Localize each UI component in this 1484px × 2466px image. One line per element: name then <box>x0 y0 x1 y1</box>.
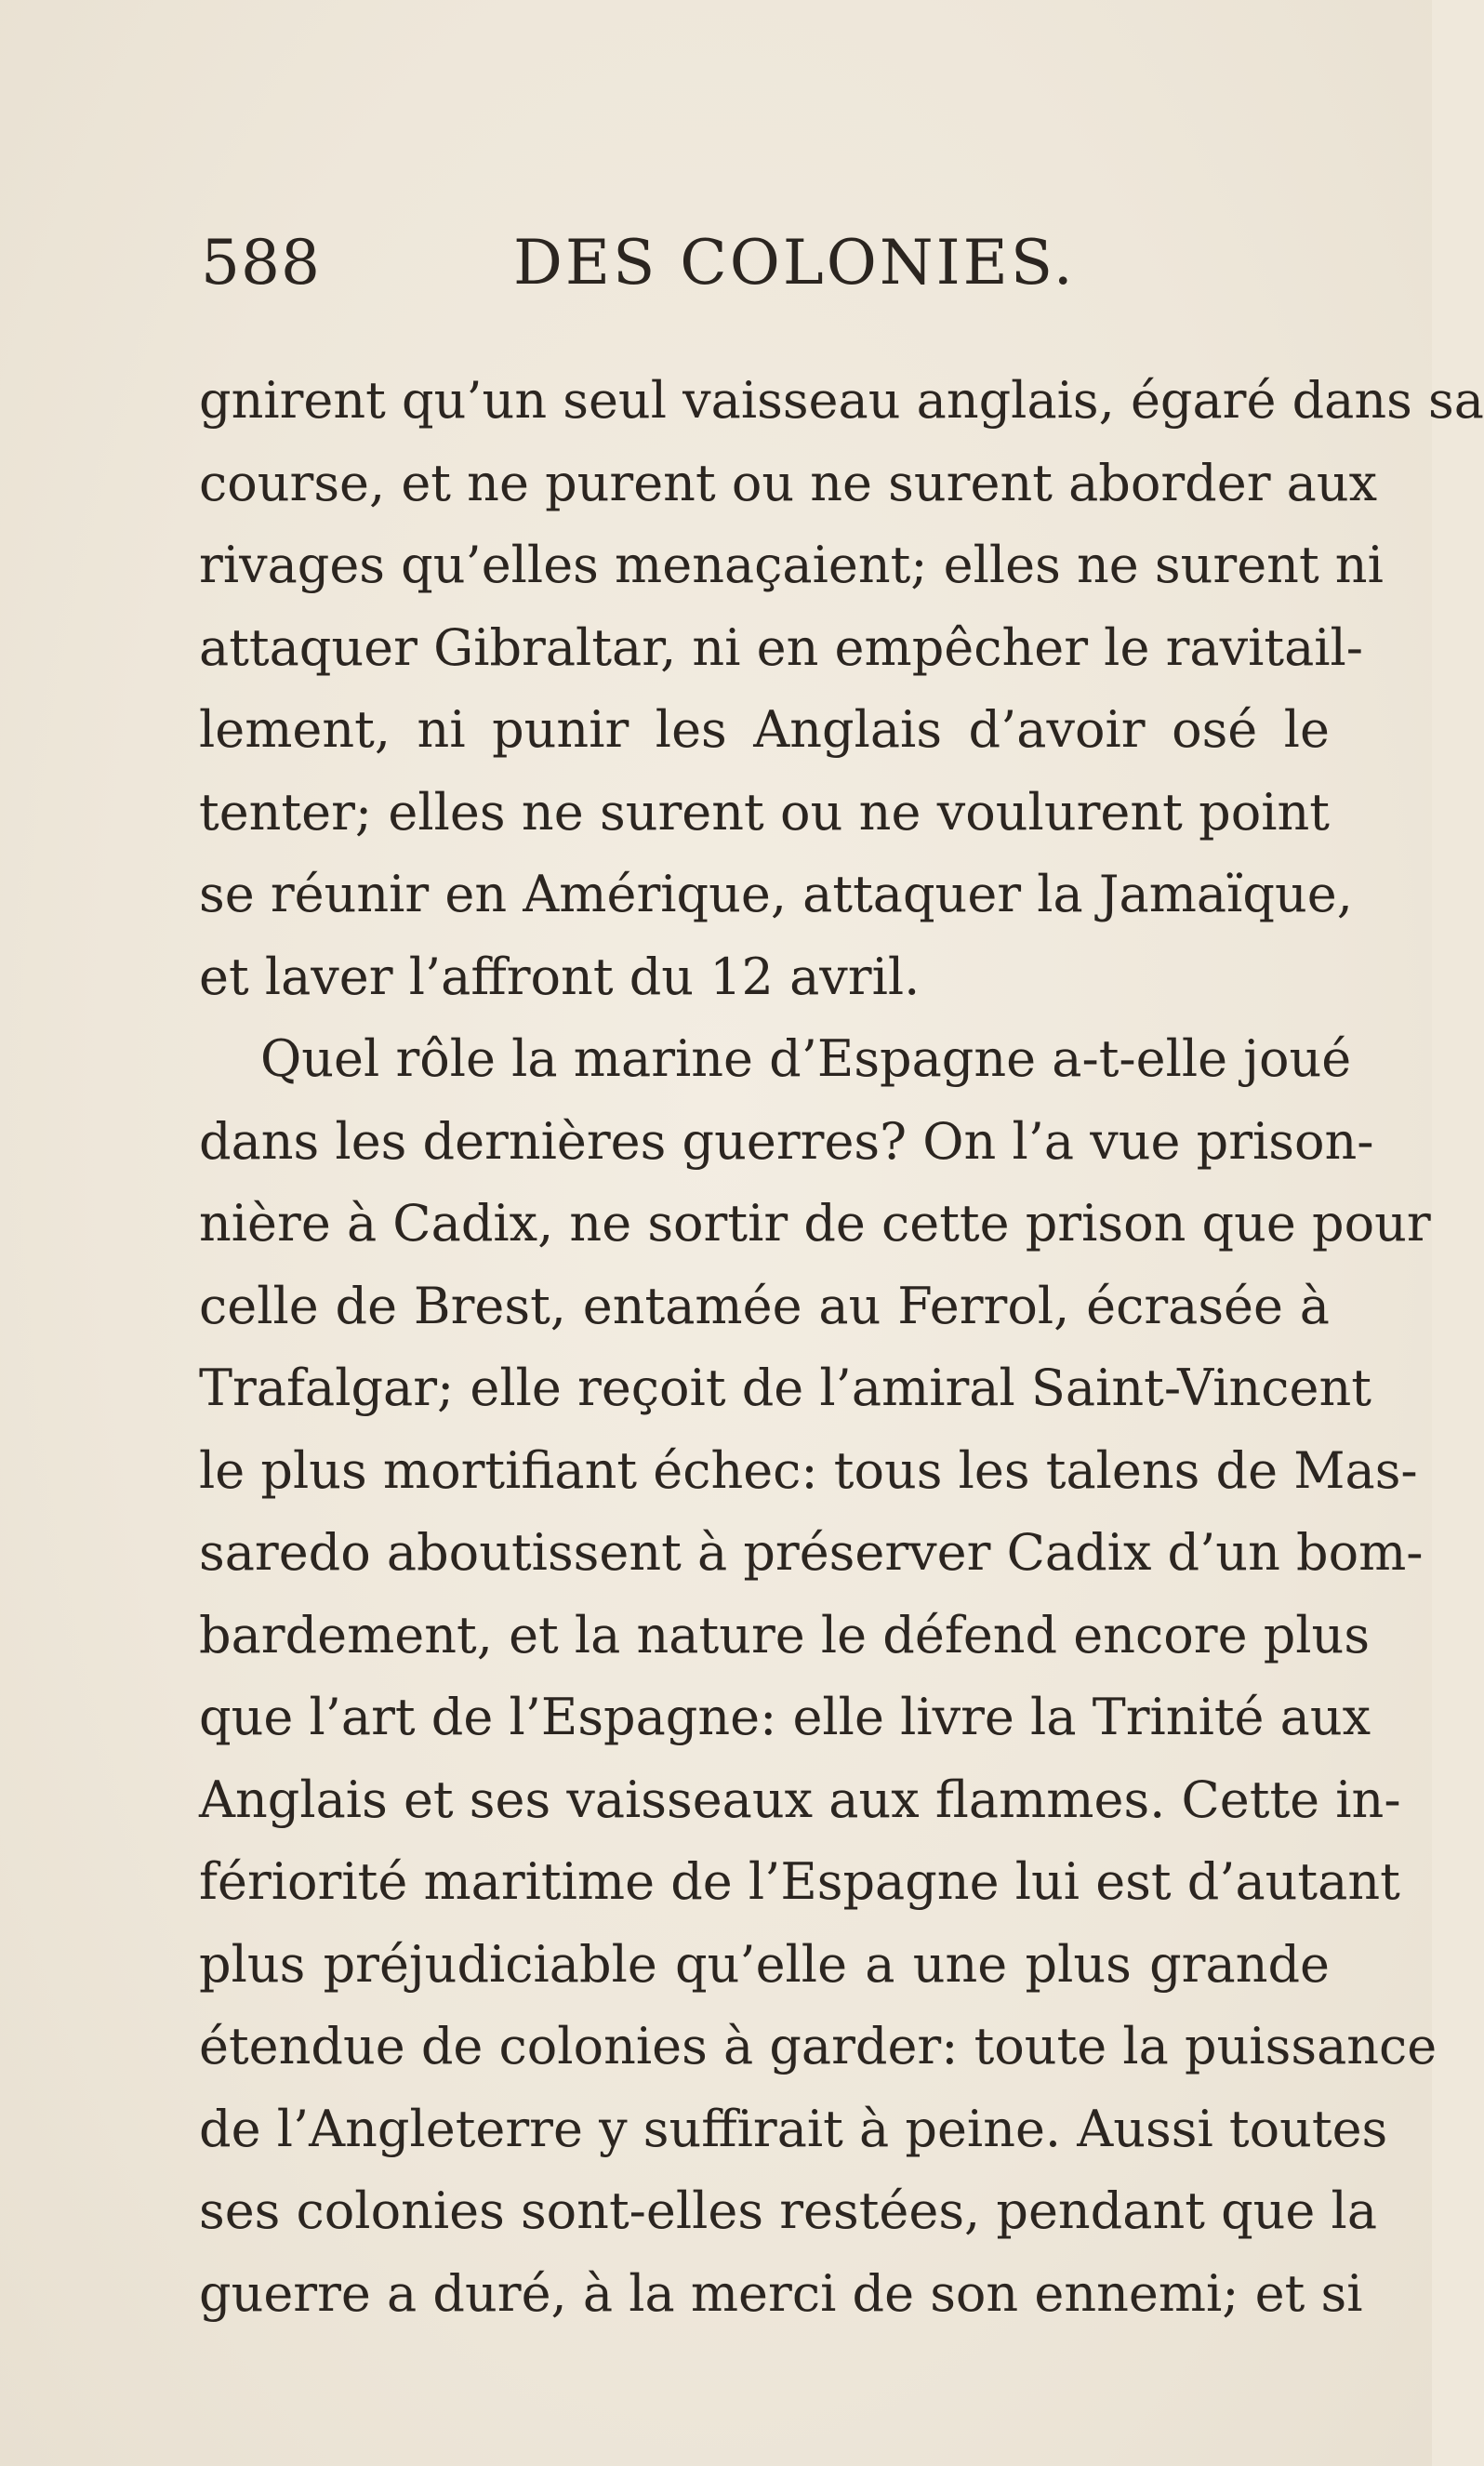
text-line: rivages qu’elles menaçaient; elles ne surent ni <box>199 536 1384 594</box>
text-line: nière à Cadix, ne sortir de cette prison que pour <box>199 1194 1431 1253</box>
text-line: saredo aboutissent à préserver Cadix d’un bom- <box>199 1523 1424 1582</box>
body-text <box>199 360 1484 2335</box>
text-line: lement, ni punir les Anglais d’avoir osé le <box>199 700 1330 759</box>
text-line: de l’Angleterre y suffirait à peine. Aussi toutes <box>199 2099 1388 2158</box>
text-line: dans les dernières guerres? On l’a vue prison- <box>199 1111 1374 1171</box>
text-line: Anglais et ses vaisseaux aux flammes. Cette in- <box>199 1770 1401 1829</box>
text-line: attaquer Gibraltar, ni en empêcher le ravitail- <box>199 617 1364 677</box>
text-line: ses colonies sont-elles restées, pendant que la <box>199 2181 1378 2240</box>
text-line: le plus mortifiant échec: tous les talens de Mas- <box>199 1440 1418 1500</box>
text-line: course, et ne purent ou ne surent aborder aux <box>199 453 1378 512</box>
text-line: fériorité maritime de l’Espagne lui est d’autant <box>199 1852 1400 1911</box>
text-line: étendue de colonies à garder: toute la puissance <box>199 2017 1438 2075</box>
paragraph-end-line: et laver l’affront du 12 avril. <box>199 947 921 1006</box>
text-line: bardement, et la nature le défend encore plus <box>199 1605 1371 1664</box>
text-line: que l’art de l’Espagne: elle livre la Trinité aux <box>199 1688 1371 1746</box>
running-title: DES COLONIES. <box>513 227 1076 298</box>
text-line: tenter; elles ne surent ou ne voulurent point <box>199 782 1330 842</box>
text-line: celle de Brest, entamée au Ferrol, écrasée à <box>199 1276 1330 1335</box>
text-line: Trafalgar; elle reçoit de l’amiral Saint-Vincent <box>199 1359 1371 1417</box>
page-number: 588 <box>201 227 321 298</box>
text-line: se réunir en Amérique, attaquer la Jamaïque, <box>199 865 1353 923</box>
text-line: gnirent qu’un seul vaisseau anglais, égaré dans sa <box>199 371 1484 430</box>
page-header <box>201 221 1317 305</box>
text-line: guerre a duré, à la merci de son ennemi; et si <box>199 2263 1363 2323</box>
paragraph-start-line: Quel rôle la marine d’Espagne a-t-elle joué <box>260 1029 1352 1088</box>
text-line: plus préjudiciable qu’elle a une plus grande <box>199 1934 1330 1994</box>
